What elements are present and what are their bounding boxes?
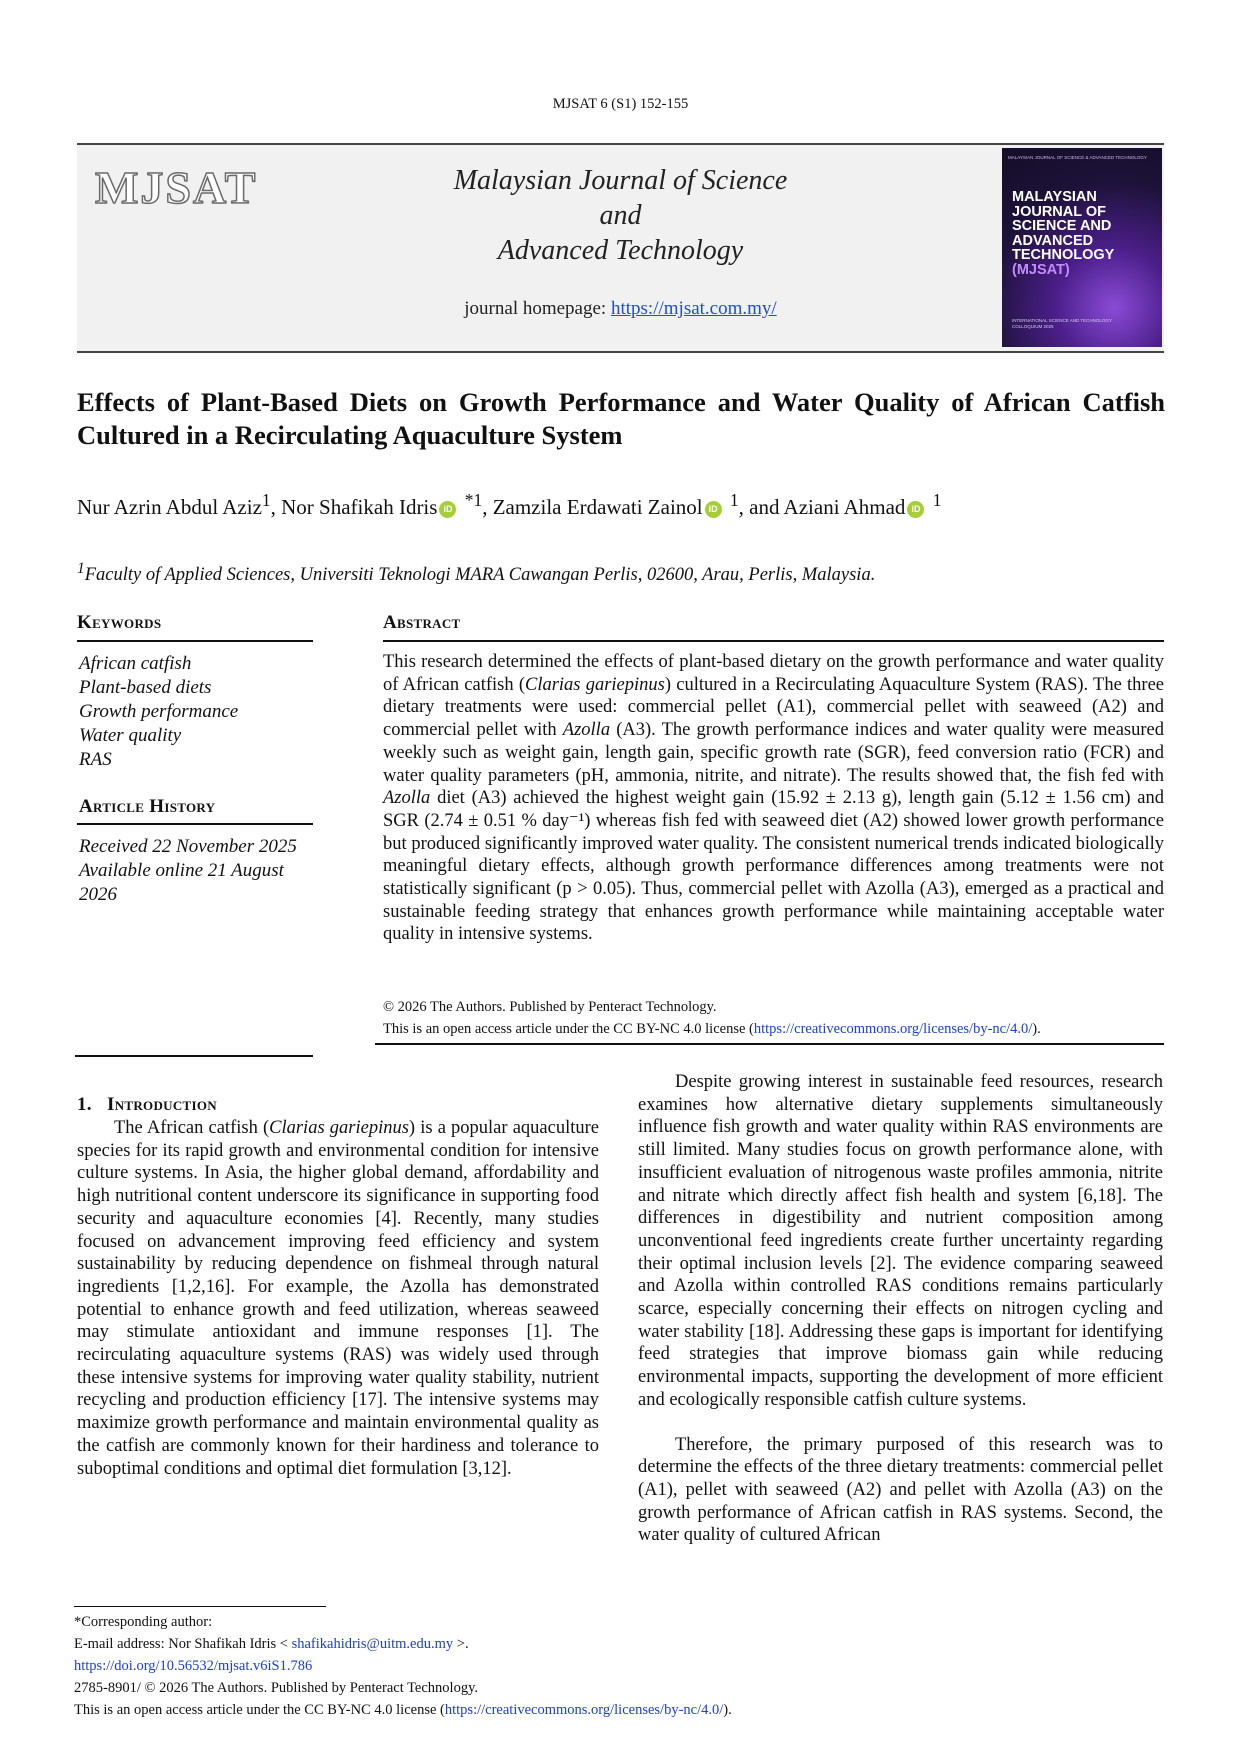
intro-paragraph: Therefore, the primary purposed of this research was to determine the effects of the three dietary treatments: commercial pellet (A1), pellet with seaweed (A2) and pellet with Azolla (A3) on the growth performance of African catfish in RAS systems. Second, the water quality of cultured African (638, 1434, 1163, 1546)
cover-title-line: SCIENCE AND (1012, 218, 1112, 234)
intro-paragraph: The African catfish (Clarias gariepinus) is a popular aquaculture species for its rapid growth and environmental condition for intensive culture systems. In Asia, the higher global demand, affordability and high nutritional content underscore its significance in supporting food security and aquaculture economies [4]. Recently, many studies focused on advancement improving feed efficiency and system sustainability by reducing dependence on fishmeal through natural ingredients [1,2,16]. For example, the Azolla has demonstrated potential to enhance growth and feed utilization, whereas seaweed may stimulate antioxidant and immune responses [1]. The recirculating aquaculture systems (RAS) was widely used through these intensive systems for improving water quality stability, nutrient recycling and production efficiency [17]. The intensive systems may maximize growth performance and maintain environmental quality as the catfish are commonly known for their hardiness and tolerance to suboptimal conditions and optimal diet formulation [3,12]. (77, 1118, 599, 1479)
homepage-link[interactable]: https://mjsat.com.my/ (610, 298, 777, 319)
email-line (74, 1633, 732, 1655)
history-line: 2026 (79, 884, 117, 905)
journal-cover-image (1002, 148, 1162, 347)
email-suffix: >. (453, 1636, 469, 1652)
cover-title-line: TECHNOLOGY (1012, 247, 1115, 263)
doi-line (74, 1655, 732, 1677)
copyright-notice (383, 996, 1041, 1040)
cover-top-text: MALAYSIAN JOURNAL OF SCIENCE & ADVANCED TECHNOLOGY (1008, 155, 1147, 160)
journal-name-line: Advanced Technology (497, 235, 744, 266)
journal-homepage (77, 298, 1164, 320)
doi-link[interactable]: https://doi.org/10.56532/mjsat.v6iS1.786 (74, 1658, 313, 1674)
footnote (74, 1611, 732, 1721)
author-name: Nor Shafikah Idris (281, 495, 438, 519)
affiliation (77, 560, 875, 586)
section-title: Introduction (107, 1094, 217, 1115)
intro-paragraph: Despite growing interest in sustainable feed resources, research examines how alternative dietary supplements simultaneously influence fish growth and water quality within RAS environments are still limited. Many studies focus on growth performance alone, with insufficient evaluation of nitrogenous waste profiles ammonia, nitrite and nitrate which directly affect fish health and system [6,18]. The differences in digestibility and nutrient composition among unconventional feed ingredients create further uncertainty regarding their optimal inclusion levels [2]. The evidence comparing seaweed and Azolla within controlled RAS conditions remains particularly scarce, especially concerning their effects on nitrogen cycling and water stability [18]. Addressing these gaps is important for identifying feed strategies that improve biomass gain while reducing environmental impacts, supporting the development of more efficient and ecologically responsible catfish culture systems. (638, 1072, 1163, 1410)
copyright-line: © 2026 The Authors. Published by Penteract Technology. (383, 999, 717, 1015)
cover-title-line: JOURNAL OF (1012, 203, 1106, 220)
footnote-divider (74, 1606, 326, 1607)
keyword: Growth performance (79, 701, 239, 722)
affiliation-text: Faculty of Applied Sciences, Universiti Teknologi MARA Cawangan Perlis, 02600, Arau, Perlis, Malaysia. (84, 565, 876, 586)
license-line (383, 1018, 1041, 1040)
article-history (79, 835, 297, 907)
article-history-heading: Article History (79, 796, 216, 817)
keywords-heading: Keywords (77, 612, 162, 633)
email-prefix: E-mail address: Nor Shafikah Idris < (74, 1636, 292, 1652)
author-affil-mark: *1 (464, 490, 483, 510)
journal-name-line: and (599, 200, 642, 231)
abstract-divider (383, 640, 1164, 642)
orcid-icon[interactable]: iD (907, 501, 924, 518)
license-prefix: This is an open access article under the CC BY-NC 4.0 license ( (74, 1702, 445, 1718)
keyword: African catfish (79, 653, 192, 674)
email-link[interactable]: shafikahidris@uitm.edu.my (291, 1636, 454, 1652)
abstract-bottom-divider (375, 1043, 1164, 1045)
author-name: Aziani Ahmad (783, 495, 906, 519)
cover-title (1012, 190, 1158, 277)
author-name: Zamzila Erdawati Zainol (492, 495, 703, 519)
license-suffix: ). (723, 1702, 732, 1718)
author-affil-mark: 1 (932, 490, 942, 510)
author-affil-mark: 1 (261, 490, 271, 510)
history-divider (77, 823, 313, 825)
journal-header (77, 143, 1164, 353)
author-list: Nur Azrin Abdul Aziz$^1$, Nor Shafikah Idris iD $^{*1}$, Zamzila Erdawati Zainol iD $^1$, and Aziani Ahmad iD $^1$ (77, 490, 942, 519)
keywords-list (79, 652, 238, 772)
introduction-heading (77, 1094, 217, 1116)
left-bottom-divider (75, 1055, 313, 1057)
homepage-label: journal homepage: (464, 298, 611, 319)
corresponding-author-label: *Corresponding author: (74, 1614, 213, 1630)
cover-acronym: (MJSAT) (1012, 261, 1070, 278)
license-suffix: ). (1032, 1021, 1041, 1037)
keyword: Plant-based diets (79, 677, 212, 698)
journal-name-line: Malaysian Journal of Science (453, 165, 788, 196)
journal-reference: MJSAT 6 (S1) 152-155 (552, 96, 689, 112)
keyword: Water quality (79, 725, 182, 746)
author-name: Nur Azrin Abdul Aziz (77, 495, 262, 519)
keyword: RAS (79, 749, 112, 770)
history-line: Available online 21 August (79, 860, 284, 881)
cover-title-line: ADVANCED (1012, 232, 1094, 249)
affiliation-mark: 1 (77, 560, 85, 577)
author-affil-mark: 1 (729, 490, 739, 510)
license-link[interactable]: https://creativecommons.org/licenses/by-nc/4.0/ (753, 1021, 1033, 1037)
orcid-icon[interactable]: iD (705, 501, 722, 518)
footnote-license-line (74, 1699, 732, 1721)
license-link[interactable]: https://creativecommons.org/licenses/by-nc/4.0/ (444, 1702, 724, 1718)
introduction-column-right (638, 1071, 1163, 1547)
journal-logo: MJSAT (95, 162, 258, 213)
license-prefix: This is an open access article under the CC BY-NC 4.0 license ( (383, 1021, 754, 1037)
history-line: Received 22 November 2025 (79, 836, 297, 857)
issn-line: 2785-8901/ © 2026 The Authors. Published by Penteract Technology. (74, 1680, 479, 1696)
orcid-icon[interactable]: iD (439, 501, 456, 518)
cover-bottom-text: INTERNATIONAL SCIENCE AND TECHNOLOGY COLLOQUIUM 2025 (1012, 318, 1112, 329)
paper-title: Effects of Plant-Based Diets on Growth Performance and Water Quality of African Catfish Cultured in a Recirculating Aquaculture System (77, 387, 1165, 450)
keywords-divider (77, 640, 313, 642)
section-number: 1. (77, 1094, 92, 1115)
abstract-text: This research determined the effects of plant-based dietary on the growth performance and water quality of African catfish (Clarias gariepinus) cultured in a Recirculating Aquaculture System (RAS). The three dietary treatments were used: commercial pellet (A1), commercial pellet with seaweed (A2) and commercial pellet with Azolla (A3). The growth performance indices and water quality were measured weekly such as weight gain, length gain, specific growth rate (SGR), feed conversion ratio (FCR) and water quality parameters (pH, ammonia, nitrite, and nitrate). The results showed that, the fish fed with Azolla diet (A3) achieved the highest weight gain (15.92 ± 2.13 g), length gain (5.12 ± 1.56 cm) and SGR (2.74 ± 0.51 % day⁻¹) whereas fish fed with seaweed diet (A2) showed lower growth performance but produced significantly improved water quality. The consistent numerical trends indicated biologically meaningful dietary effects, although growth performance differences among treatments were not statistically significant (p > 0.05). Thus, commercial pellet with Azolla (A3), emerged as a practical and sustainable feeding strategy that enhances growth performance while maintaining acceptable water quality in intensive systems. (383, 652, 1165, 945)
introduction-column-left (77, 1117, 599, 1480)
cover-title-line: MALAYSIAN (1012, 189, 1097, 205)
abstract-heading: Abstract (383, 612, 461, 633)
journal-name (77, 163, 1164, 268)
